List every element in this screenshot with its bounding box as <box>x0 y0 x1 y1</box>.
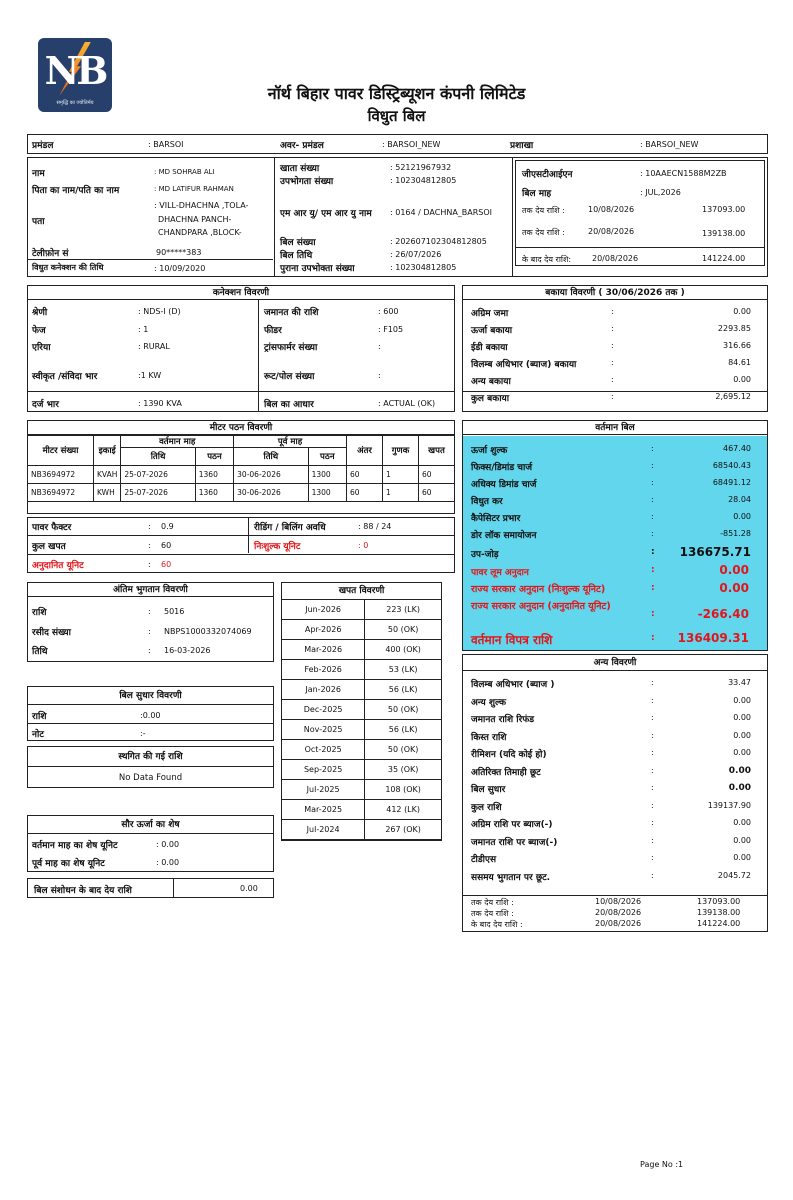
correction-amount-value: :0.00 <box>140 711 161 720</box>
phone-value: 90*****383 <box>156 248 202 257</box>
page-number: Page No :1 <box>640 1160 684 1169</box>
subsidised-units-value: 60 <box>161 560 172 569</box>
pf-label: पावर फैक्टर <box>32 523 72 533</box>
section-value: : BARSOI_NEW <box>640 140 699 149</box>
due2-label: तक देय राशि : <box>522 228 565 237</box>
security-value: : 600 <box>378 307 399 316</box>
subtotal-value: 136675.71 <box>679 545 751 559</box>
other-item-label: ससमय भुगतान पर छूट. <box>471 872 551 883</box>
account-label: खाता संख्या <box>280 164 320 174</box>
father-value: : MD LATIFUR RAHMAN <box>154 185 234 193</box>
consumption-month: Mar-2026 <box>282 640 365 660</box>
other-item-label: अन्य शुल्क <box>471 697 506 708</box>
other-due1-label: तक देय राशि : <box>471 898 514 907</box>
subdivision-label: अवर- प्रमंडल <box>280 141 324 151</box>
current-item-value: 467.40 <box>723 444 751 453</box>
consumption-row <box>282 780 442 800</box>
due3-value: 141224.00 <box>702 254 746 263</box>
connection-date-label: विधुत कनेक्शन की तिथि <box>32 263 104 272</box>
consumption-row <box>282 600 442 620</box>
consumption-value: 412 (LK) <box>365 800 442 820</box>
bill-month-value: : JUL,2026 <box>640 188 681 197</box>
arrear-item-label: कुल बकाया <box>471 394 510 404</box>
gst-label: जीएसटीआईएन <box>522 170 573 180</box>
correction-note-label: नोट <box>32 730 44 740</box>
address-label: पता <box>32 217 45 227</box>
meter-row <box>28 484 455 502</box>
consumption-title: खपत विवरणी <box>338 586 385 596</box>
consumption-row <box>282 640 442 660</box>
meter-row <box>28 466 455 484</box>
consumption-value: 56 (LK) <box>365 720 442 740</box>
arrear-item-label: अग्रिम जमा <box>471 309 509 319</box>
current-item-colon: : <box>651 478 654 487</box>
due2-date: 20/08/2026 <box>588 227 635 236</box>
solar-title: सौर ऊर्जा का शेष <box>28 816 273 834</box>
bill-title: विधुत बिल <box>367 107 426 125</box>
payment-amount-value: 5016 <box>164 607 185 616</box>
correction-title: बिल सुधार विवरणी <box>28 687 273 705</box>
other-item-colon: : <box>651 853 654 862</box>
meter-cell-cr: 1360 <box>195 466 233 484</box>
recorded-load-label: दर्ज भार <box>32 400 59 410</box>
meter-title: मीटर पठन विवरणी <box>28 421 454 435</box>
current-item-value: 0.00 <box>733 512 751 521</box>
old-consumer-label: पुराना उपभोक्ता संख्या <box>280 264 355 274</box>
meter-cell-mf: 1 <box>383 466 419 484</box>
consumption-month: Jan-2026 <box>282 680 365 700</box>
father-label: पिता का नाम/पति का नाम <box>32 186 120 196</box>
meter-cell-diff: 60 <box>347 466 383 484</box>
arrear-item-colon: : <box>611 375 614 384</box>
arrear-item-label: ऊर्जा बकाया <box>471 326 513 336</box>
consumption-row <box>282 740 442 760</box>
deferred-amount <box>27 746 274 788</box>
other-item-label: विलम्ब अधिभार (ब्याज ) <box>471 680 555 690</box>
other-item-label: अग्रिम राशि पर ब्याज(-) <box>471 820 553 830</box>
mru-label: एम आर यु/ एम आर यु नाम <box>280 209 372 219</box>
recorded-load-value: : 1390 KVA <box>138 399 182 408</box>
feeder-label: फीडर <box>264 326 282 336</box>
other-item-label: रीमिशन (यदि कोई हो) <box>471 750 547 760</box>
other-item-value: 0.00 <box>728 783 751 793</box>
col-prev-date: तिथि <box>234 448 308 466</box>
consumption-row <box>282 820 442 840</box>
phase-label: फेज <box>32 326 46 336</box>
current-item-colon: : <box>651 529 654 538</box>
other-due1-value: 137093.00 <box>697 897 741 906</box>
meter-cell-pd: 30-06-2026 <box>234 466 308 484</box>
other-item-label: कुल राशि <box>471 802 502 813</box>
payment-date-value: 16-03-2026 <box>164 646 211 655</box>
arrear-item-colon: : <box>611 358 614 367</box>
other-item-colon: : <box>651 835 654 845</box>
current-bill-title: वर्तमान बिल <box>463 421 767 435</box>
meter-cell-meter: NB3694972 <box>28 466 94 484</box>
consumption-month: Jun-2026 <box>282 600 365 620</box>
grant-free-colon: : <box>651 583 655 593</box>
other-due2-date: 20/08/2026 <box>595 908 642 917</box>
net-bill-label: वर्तमान विपत्र राशि <box>471 633 553 647</box>
consumption-value: 56 (LK) <box>365 680 442 700</box>
other-due3-label: के बाद देय राशि : <box>471 920 523 929</box>
consumption-value: 223 (LK) <box>365 600 442 620</box>
free-units-label: निःशुल्क यूनिट <box>254 542 301 552</box>
meter-cell-cd: 25-07-2026 <box>121 484 195 502</box>
consumption-value: 53 (LK) <box>365 660 442 680</box>
period-label: रीडिंग / बिलिंग अवधि <box>254 523 326 533</box>
basis-label: बिल का आधार <box>264 400 314 410</box>
other-item-colon: : <box>651 800 654 810</box>
other-item-label: अतिरिक्त तिमाही छूट <box>471 767 541 778</box>
feeder-value: : F105 <box>378 325 404 334</box>
consumption-month: Apr-2026 <box>282 620 365 640</box>
other-due2-label: तक देय राशि : <box>471 909 514 918</box>
consumption-row <box>282 680 442 700</box>
last-payment <box>27 582 274 662</box>
free-units-value: : 0 <box>358 541 369 550</box>
subtotal-colon: : <box>651 547 655 557</box>
consumption-value: 50 (OK) <box>365 700 442 720</box>
other-item-label: किस्त राशि <box>471 732 507 743</box>
due3-label: के बाद देय राशि: <box>522 255 572 264</box>
consumption-table <box>281 599 442 840</box>
current-item-colon: : <box>651 444 654 453</box>
bill-no-label: बिल संख्या <box>280 238 316 248</box>
arrear-item-label: विलम्ब अधिभार (ब्याज) बकाया <box>471 360 577 370</box>
logo-text: NB <box>44 48 106 93</box>
other-item-value: 0.00 <box>733 695 751 705</box>
consumption-row <box>282 660 442 680</box>
other-item-colon: : <box>651 818 654 827</box>
total-consumption-label: कुल खपत <box>32 542 66 552</box>
other-item-value: 0.00 <box>733 748 751 757</box>
consumption-month: Jul-2025 <box>282 780 365 800</box>
other-item-value: 33.47 <box>728 678 751 687</box>
consumption-month: Feb-2026 <box>282 660 365 680</box>
receipt-label: रसीद संख्या <box>32 628 71 638</box>
arrear-item-value: 2,695.12 <box>715 392 751 401</box>
consumer-no-label: उपभोगता संख्या <box>280 177 334 187</box>
consumption-row <box>282 700 442 720</box>
arrear-item-colon: : <box>611 341 614 350</box>
rc-colon: : <box>148 627 151 636</box>
arrear-item-label: ईडी बकाया <box>471 343 508 353</box>
consumption-value: 50 (OK) <box>365 740 442 760</box>
current-item-value: 68491.12 <box>712 478 751 487</box>
arrear-details <box>462 285 768 412</box>
current-item-colon: : <box>651 461 654 470</box>
consumption-month: Sep-2025 <box>282 760 365 780</box>
after-correction-value: 0.00 <box>240 884 258 893</box>
meter-cell-pr: 1300 <box>308 466 346 484</box>
area-value: : RURAL <box>138 342 170 351</box>
col-previous-month: पूर्व माह <box>234 436 347 448</box>
route-value: : <box>378 371 381 380</box>
powerloom-value: 0.00 <box>719 563 749 577</box>
arrear-title: बकाया विवरणी ( 30/06/2026 तक ) <box>463 286 767 300</box>
period-value: : 88 / 24 <box>358 522 392 531</box>
due3-date: 20/08/2026 <box>592 254 639 263</box>
other-item-label: बिल सुधार <box>471 785 506 795</box>
net-bill-value: 136409.31 <box>677 631 749 645</box>
current-item-label: विधुत कर <box>471 497 503 507</box>
current-item-colon: : <box>651 495 654 504</box>
grant-subsidised-colon: : <box>651 609 655 619</box>
consumption-month: Nov-2025 <box>282 720 365 740</box>
security-label: जमानत की राशि <box>264 308 319 318</box>
grant-subsidised-value: -266.40 <box>697 607 749 621</box>
meter-reading <box>27 420 455 514</box>
meter-cell-unit: KWH <box>94 484 121 502</box>
meter-cell-cr: 1360 <box>195 484 233 502</box>
solar-current-label: वर्तमान माह का शेष यूनिट <box>32 841 118 851</box>
other-item-value: 139137.90 <box>707 800 751 810</box>
other-details <box>462 654 768 932</box>
meter-table <box>27 435 455 502</box>
consumption-value: 108 (OK) <box>365 780 442 800</box>
other-due2-value: 139138.00 <box>697 908 741 917</box>
arrear-item-value: 316.66 <box>723 341 751 350</box>
other-item-value: 2045.72 <box>717 870 751 880</box>
consumption-value: 400 (OK) <box>365 640 442 660</box>
pf-value: 0.9 <box>161 522 174 531</box>
current-item-label: डोर लॉक समायोजन <box>471 531 537 541</box>
gst-value: : 10AAECN1588M2ZB <box>640 169 727 178</box>
meter-cell-unit: KVAH <box>94 466 121 484</box>
solar-previous-value: : 0.00 <box>156 858 180 867</box>
arrear-item-colon: : <box>611 307 614 316</box>
solar-previous-label: पूर्व माह का शेष यूनिट <box>32 859 105 869</box>
payment-amount-label: राशि <box>32 608 47 618</box>
col-current-month: वर्तमान माह <box>121 436 234 448</box>
arrear-item-colon: : <box>611 392 614 401</box>
other-item-label: जमानत राशि पर ब्याज(-) <box>471 837 558 848</box>
logo-tagline: समृद्धि का ज्योतिर्मय <box>56 100 94 106</box>
current-item-label: फिक्स/डिमांड चार्ज <box>471 463 533 473</box>
other-item-colon: : <box>651 765 654 775</box>
deferred-title: स्थगित की गई राशि <box>28 747 273 767</box>
payment-date-label: तिथि <box>32 647 48 657</box>
division-label: प्रमंडल <box>32 141 54 151</box>
subdivision-value: : BARSOI_NEW <box>382 140 441 149</box>
col-cur-date: तिथि <box>121 448 195 466</box>
meter-cell-mf: 1 <box>383 484 419 502</box>
receipt-value: NBPS1000332074069 <box>164 627 252 636</box>
current-bill <box>462 420 768 651</box>
connection-details <box>27 285 455 412</box>
amount-after-correction <box>27 878 274 898</box>
subtotal-label: उप-जोड़ <box>471 550 499 560</box>
meter-cell-meter: NB3694972 <box>28 484 94 502</box>
other-item-value: 0.00 <box>733 818 751 827</box>
arrear-item-value: 2293.85 <box>717 324 751 333</box>
consumption-value: 35 (OK) <box>365 760 442 780</box>
grant-free-label: राज्य सरकार अनुदान (निःशुल्क यूनिट) <box>471 584 606 595</box>
other-due3-value: 141224.00 <box>697 919 741 928</box>
col-meter-no: मीटर संख्या <box>28 436 94 466</box>
consumption-month: Oct-2025 <box>282 740 365 760</box>
other-item-colon: : <box>651 748 654 757</box>
other-item-colon: : <box>651 695 654 705</box>
address-line2: DHACHNA PANCH- <box>158 215 232 224</box>
grant-subsidised-label: राज्य सरकार अनुदान (अनुदानित यूनिट) <box>471 601 611 612</box>
pa-colon: : <box>148 607 151 616</box>
category-value: : NDS-I (D) <box>138 307 181 316</box>
load-value: :1 KW <box>138 371 162 380</box>
address-line1: : VILL-DHACHNA ,TOLA- <box>154 201 249 210</box>
consumption-value: 50 (OK) <box>365 620 442 640</box>
category-label: श्रेणी <box>32 308 48 318</box>
phase-value: : 1 <box>138 325 149 334</box>
other-title: अन्य विवरणी <box>463 655 767 671</box>
consumption-month: Mar-2025 <box>282 800 365 820</box>
other-item-colon: : <box>651 870 654 880</box>
meter-cell-diff: 60 <box>347 484 383 502</box>
other-item-colon: : <box>651 783 654 792</box>
current-item-value: 68540.43 <box>712 461 751 470</box>
other-due3-date: 20/08/2026 <box>595 919 642 928</box>
solar-balance <box>27 815 274 872</box>
due1-value: 137093.00 <box>702 205 746 214</box>
arrear-item-value: 84.61 <box>728 358 751 367</box>
other-item-colon: : <box>651 730 654 740</box>
col-prev-reading: पठन <box>308 448 346 466</box>
net-bill-colon: : <box>651 633 655 643</box>
bill-month-label: बिल माह <box>522 189 552 199</box>
arrear-item-value: 0.00 <box>733 307 751 316</box>
other-item-colon: : <box>651 678 654 687</box>
meter-cell-pd: 30-06-2026 <box>234 484 308 502</box>
route-label: रूट/पोल संख्या <box>264 372 315 382</box>
correction-amount-label: राशि <box>32 712 47 722</box>
consumption-history <box>281 582 442 841</box>
connection-title: कनेक्शन विवरणी <box>28 286 454 300</box>
current-item-label: अधिक्य डिमांड चार्ज <box>471 480 537 490</box>
meter-cell-pr: 1300 <box>308 484 346 502</box>
gst-due-box <box>515 160 765 266</box>
consumption-row <box>282 760 442 780</box>
correction-note-value: :- <box>140 729 146 738</box>
arrear-item-colon: : <box>611 324 614 333</box>
due2-value: 139138.00 <box>702 229 746 238</box>
current-item-label: ऊर्जा शुल्क <box>471 446 508 456</box>
consumption-row <box>282 620 442 640</box>
company-name: नॉर्थ बिहार पावर डिस्ट्रिब्यूशन कंपनी लिमिटेड <box>267 84 526 103</box>
section-label: प्रशाखा <box>510 141 534 151</box>
current-item-value: 28.04 <box>728 495 751 504</box>
other-due1-date: 10/08/2026 <box>595 897 642 906</box>
consumption-row <box>282 720 442 740</box>
current-item-colon: : <box>651 512 654 521</box>
basis-value: : ACTUAL (OK) <box>378 399 436 408</box>
area-label: एरिया <box>32 343 51 353</box>
after-correction-label: बिल संशोधन के बाद देय राशि <box>34 886 132 896</box>
load-label: स्वीकृत /संविदा भार <box>32 372 98 382</box>
address-line3: CHANDPARA ,BLOCK- <box>158 228 242 237</box>
col-difference: अंतर <box>347 436 383 466</box>
due1-label: तक देय राशि : <box>522 206 565 215</box>
col-unit: इकाई <box>94 436 121 466</box>
tc-colon: : <box>148 541 151 550</box>
other-item-value: 0.00 <box>733 730 751 740</box>
bill-correction <box>27 686 274 741</box>
meter-cell-cons: 60 <box>419 466 455 484</box>
mru-value: : 0164 / DACHNA_BARSOI <box>390 208 493 217</box>
subsidised-units-label: अनुदानित यूनिट <box>32 561 84 571</box>
solar-current-value: : 0.00 <box>156 840 180 849</box>
arrear-item-value: 0.00 <box>733 375 751 384</box>
name-label: नाम <box>32 169 45 179</box>
deferred-value: No Data Found <box>118 773 183 783</box>
consumption-month: Jul-2024 <box>282 820 365 840</box>
bill-date-label: बिल तिथि <box>280 251 313 261</box>
transformer-value: : <box>378 342 381 351</box>
pd-colon: : <box>148 646 151 655</box>
phone-label: टेलीफ़ोन सं <box>32 249 69 259</box>
consumption-value: 267 (OK) <box>365 820 442 840</box>
col-multiplier: गुणक <box>383 436 419 466</box>
other-item-value: 0.00 <box>733 713 751 722</box>
other-item-colon: : <box>651 713 654 722</box>
pf-colon: : <box>148 522 151 531</box>
su-colon: : <box>148 560 151 569</box>
consumption-row <box>282 800 442 820</box>
transformer-label: ट्रांसफार्मर संख्या <box>264 343 318 353</box>
connection-date-value: : 10/09/2020 <box>154 264 206 273</box>
arrear-item-label: अन्य बकाया <box>471 377 511 387</box>
col-consumption: खपत <box>419 436 455 466</box>
due1-date: 10/08/2026 <box>588 205 635 214</box>
consumer-no-value: : 102304812805 <box>390 176 457 185</box>
current-item-label: कैपेसिटर प्रभार <box>471 514 521 524</box>
consumption-month: Dec-2025 <box>282 700 365 720</box>
bill-no-value: : 202607102304812805 <box>390 237 487 246</box>
col-cur-reading: पठन <box>195 448 233 466</box>
bill-date-value: : 26/07/2026 <box>390 250 442 259</box>
other-item-value: 0.00 <box>728 765 751 776</box>
payment-title: अंतिम भुगतान विवरणी <box>28 583 273 597</box>
power-factor-block <box>27 517 455 573</box>
other-item-label: टीडीएस <box>471 855 497 865</box>
total-consumption-value: 60 <box>161 541 172 550</box>
powerloom-label: पावर लूम अनुदान <box>471 568 529 578</box>
old-consumer-value: : 102304812805 <box>390 263 457 272</box>
meter-cell-cd: 25-07-2026 <box>121 466 195 484</box>
circle-row <box>27 134 768 154</box>
grant-free-value: 0.00 <box>719 581 749 595</box>
current-item-value: -851.28 <box>720 529 751 538</box>
other-item-value: 0.00 <box>733 835 751 845</box>
name-value: : MD SOHRAB ALI <box>154 168 215 176</box>
account-value: : 52121967932 <box>390 163 452 172</box>
meter-cell-cons: 60 <box>419 484 455 502</box>
other-item-label: जमानत राशि रिफंड <box>471 715 535 725</box>
other-item-value: 0.00 <box>733 853 751 862</box>
division-value: : BARSOI <box>148 140 184 149</box>
powerloom-colon: : <box>651 565 655 575</box>
